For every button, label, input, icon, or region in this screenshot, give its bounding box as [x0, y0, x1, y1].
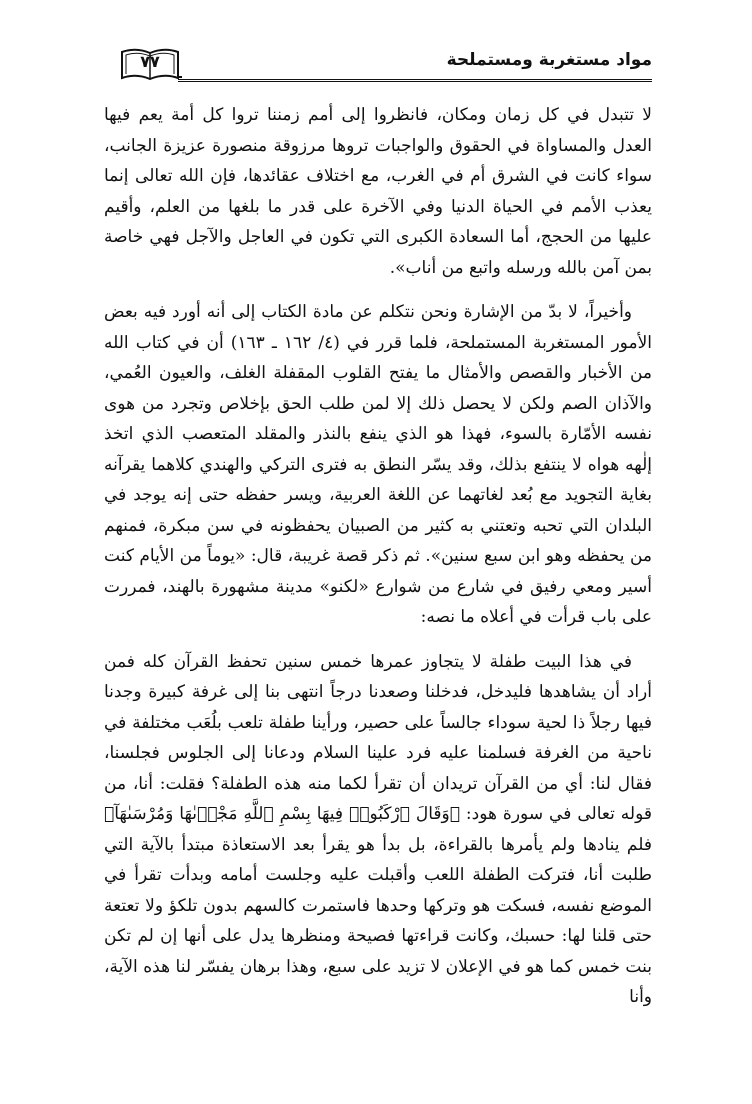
paragraph: لا تتبدل في كل زمان ومكان، فانظروا إلى أمم زمننا تروا كل أمة يعم فيها العدل والمساواة في الحقوق والواجبات تروها مرزوقة منصورة عزيزة الجانب، سواء كانت في الشرق أم في الغرب، مع اختلاف عقائدها، فإن الله تعالى إنما يعذب الأمم في الحياة الدنيا وفي الآخرة على قدر ما بلغها من العلم، وأقيم عليها من الحجج، أما السعادة الكبرى التي تكون في العاجل والآجل فهي خاصة بمن آمن بالله ورسله واتبع من أناب». — [104, 105, 652, 278]
paragraph: في هذا البيت طفلة لا يتجاوز عمرها خمس سنين تحفظ القرآن كله فمن أراد أن يشاهدها فليدخل، فدخلنا وصعدنا درجاً انتهى بنا إلى غرفة كبيرة وجدنا فيها رجلاً ذا لحية سوداء جالساً على حصير، ورأينا طفلة تلعب بلُعَب مختلفة في ناحية من الغرفة فسلمنا عليه فرد علينا السلام ودعانا إلى الجلوس فجلسنا، فقال لنا: أي من القرآن تريدان أن تقرأ لكما منه هذه الطفلة؟ فقلت: أنا، من قوله تعالى في سورة هود: ﴿وَقَالَ ٱرْكَبُوا۟ فِيهَا بِسْمِ ٱللَّهِ مَجْر۪ىٰهَا وَمُرْسَىٰهَآ﴾ فلم ينادها ولم يأمرها بالقراءة، بل بدأ هو يقرأ بعد الاستعاذة مبتدأ بالآية التي طلبت أنا، فتركت الطفلة اللعب وأقبلت عليه وجلست أمامه وبدأت تقرأ في الموضع نفسه، فسكت هو وتركها وحدها فاستمرت كالسهم بدون تلكؤ ولا تعتعة حتى قلنا لها: حسبك، وكانت قراءتها فصيحة ومنظرها يدل على أنها إن لم تكن بنت خمس كما هو في الإعلان لا تزيد على سبع، وهذا برهان يفسّر لنا هذه الآية، وأنا — [104, 651, 652, 1007]
body-text — [104, 100, 652, 1027]
header-rule — [178, 79, 652, 82]
page-number: ٧٧ — [140, 52, 160, 71]
running-title: مواد مستغربة ومستملحة — [446, 50, 652, 70]
page-number-badge — [118, 44, 182, 82]
page-header — [118, 44, 652, 82]
paragraph: وأخيراً، لا بدّ من الإشارة ونحن نتكلم عن مادة الكتاب إلى أنه أورد فيه بعض الأمور المستغربة المستملحة، فلما قرر في (٤/ ١٦٢ ـ ١٦٣) أن في كتاب الله من الأخبار والقصص والأمثال ما يفتح القلوب المقفلة الغلف، والعيون العُمي، والآذان الصم ولكن لا يحصل ذلك إلا لمن طلب الحق بإخلاص وتجرد من هوى نفسه الأمّارة بالسوء، فهذا هو الذي ينفع بالنذر والمقلد المتعصب الذي اتخذ إلٰهه هواه لا ينتفع بذلك، وقد يسّر النطق به فترى التركي والهندي كلاهما يقرآنه بغاية التجويد مع بُعد لغاتهما عن اللغة العربية، ويسر حفظه حتى إنه يوجد في البلدان التي تحبه وتعتني به كثير من الصبيان يحفظونه في سن مبكرة، فمنهم من يحفظه وهو ابن سبع سنين». ثم ذكر قصة غريبة، قال: «يوماً من الأيام كنت أسير ومعي رفيق في شارع من شوارع «لكنو» مدينة مشهورة بالهند، فمررت على باب قرأت في أعلاه ما نصه: — [104, 302, 652, 627]
